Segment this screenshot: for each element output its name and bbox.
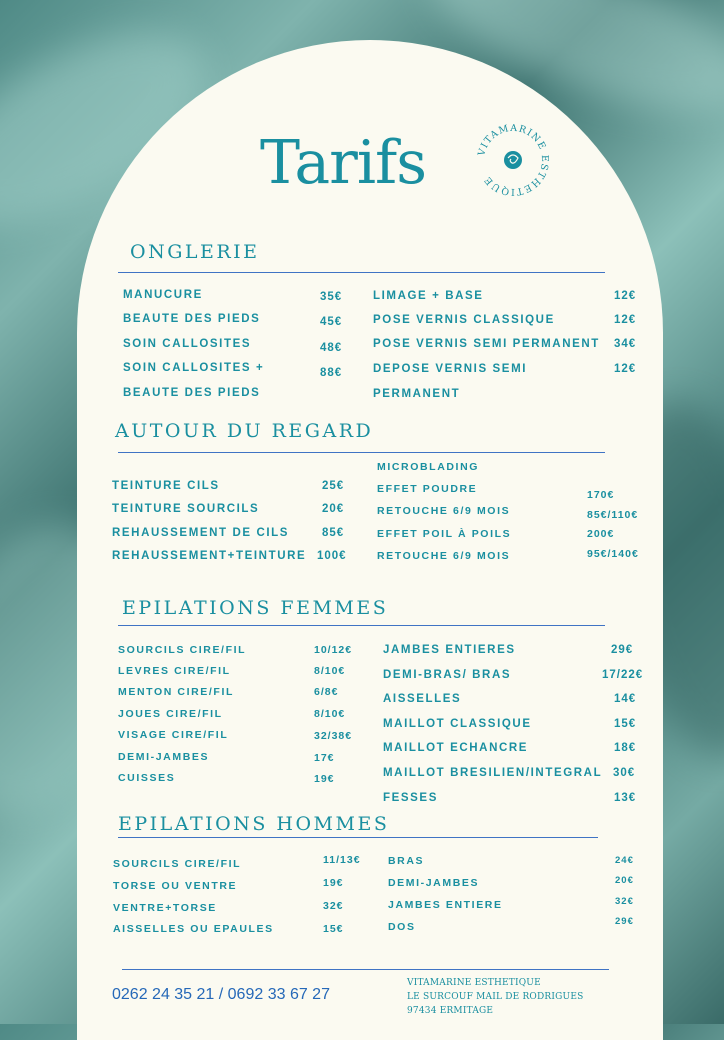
divider bbox=[118, 272, 605, 273]
item-price: 25€ bbox=[322, 480, 345, 492]
item-name: JAMBES ENTIERE bbox=[388, 899, 503, 911]
item-price: 29€ bbox=[615, 916, 634, 927]
item-name: POSE VERNIS SEMI PERMANENT bbox=[373, 338, 600, 350]
item-price: 17/22€ bbox=[602, 669, 644, 681]
item-name: AISSELLES bbox=[383, 693, 462, 705]
item-name: FESSES bbox=[383, 792, 438, 804]
item-name: BRAS bbox=[388, 855, 425, 867]
item-price: 32€ bbox=[323, 900, 344, 912]
item-name: BEAUTE DES PIEDS bbox=[123, 387, 261, 399]
item-name: TORSE OU VENTRE bbox=[113, 880, 238, 892]
address-line-2: LE SURCOUF MAIL DE RODRIGUES bbox=[407, 992, 584, 1002]
item-name: DEMI-BRAS/ BRAS bbox=[383, 669, 512, 681]
section-title-regard: AUTOUR DU REGARD bbox=[115, 420, 374, 442]
item-price: 30€ bbox=[613, 767, 636, 779]
item-price: 88€ bbox=[320, 367, 343, 379]
item-price: 8/10€ bbox=[314, 708, 346, 720]
item-price: 24€ bbox=[615, 855, 634, 866]
section-title-hommes: EPILATIONS HOMMES bbox=[118, 813, 390, 835]
item-price: 35€ bbox=[320, 291, 343, 303]
item-name: POSE VERNIS CLASSIQUE bbox=[373, 314, 555, 326]
item-name: DOS bbox=[388, 921, 416, 933]
phone-number[interactable]: 0262 24 35 21 / 0692 33 67 27 bbox=[112, 986, 330, 1003]
item-name: MAILLOT BRESILIEN/INTEGRAL bbox=[383, 767, 603, 779]
item-price: 19€ bbox=[314, 773, 335, 785]
item-price: 15€ bbox=[323, 923, 344, 935]
item-name: CUISSES bbox=[118, 772, 176, 784]
item-name: VISAGE CIRE/FIL bbox=[118, 729, 229, 741]
item-name: RETOUCHE 6/9 MOIS bbox=[377, 505, 511, 517]
item-price: 48€ bbox=[320, 342, 343, 354]
item-name: AISSELLES OU EPAULES bbox=[113, 923, 274, 935]
section-title-femmes: EPILATIONS FEMMES bbox=[122, 597, 389, 619]
item-price: 18€ bbox=[614, 742, 637, 754]
item-name: MICROBLADING bbox=[377, 461, 480, 473]
address-line-3: 97434 ERMITAGE bbox=[407, 1006, 494, 1016]
item-price: 85€ bbox=[322, 527, 345, 539]
item-price: 8/10€ bbox=[314, 665, 346, 677]
item-name: BEAUTE DES PIEDS bbox=[123, 313, 261, 325]
item-name: SOIN CALLOSITES bbox=[123, 338, 252, 350]
item-name: SOURCILS CIRE/FIL bbox=[118, 644, 247, 656]
item-name: LIMAGE + BASE bbox=[373, 290, 484, 302]
divider bbox=[118, 452, 605, 453]
item-name: JOUES CIRE/FIL bbox=[118, 708, 223, 720]
page-title: Tarifs bbox=[260, 128, 427, 198]
item-price: 17€ bbox=[314, 752, 335, 764]
item-price: 95€/140€ bbox=[587, 548, 639, 560]
item-price: 29€ bbox=[611, 644, 634, 656]
item-name: DEMI-JAMBES bbox=[118, 751, 210, 763]
item-price: 15€ bbox=[614, 718, 637, 730]
item-name: JAMBES ENTIERES bbox=[383, 644, 516, 656]
footer-divider bbox=[122, 969, 609, 970]
item-name: VENTRE+TORSE bbox=[113, 902, 217, 914]
item-name: EFFET POUDRE bbox=[377, 483, 478, 495]
item-name: RETOUCHE 6/9 MOIS bbox=[377, 550, 511, 562]
item-price: 12€ bbox=[614, 314, 637, 326]
item-price: 6/8€ bbox=[314, 686, 339, 698]
divider bbox=[118, 625, 605, 626]
item-price: 13€ bbox=[614, 792, 637, 804]
item-price: 14€ bbox=[614, 693, 637, 705]
item-name: LEVRES CIRE/FIL bbox=[118, 665, 231, 677]
item-name: MANUCURE bbox=[123, 289, 203, 301]
divider bbox=[118, 837, 598, 838]
item-name: MENTON CIRE/FIL bbox=[118, 686, 234, 698]
item-name: MAILLOT ECHANCRE bbox=[383, 742, 529, 754]
item-name: REHAUSSEMENT DE CILS bbox=[112, 527, 290, 539]
item-name: DEMI-JAMBES bbox=[388, 877, 480, 889]
shell-icon bbox=[504, 151, 522, 169]
item-name: SOURCILS CIRE/FIL bbox=[113, 858, 242, 870]
item-name: TEINTURE CILS bbox=[112, 480, 220, 492]
section-title-onglerie: ONGLERIE bbox=[130, 241, 260, 263]
item-price: 19€ bbox=[323, 877, 344, 889]
item-name: SOIN CALLOSITES + bbox=[123, 362, 265, 374]
item-name: TEINTURE SOURCILS bbox=[112, 503, 260, 515]
item-name: MAILLOT CLASSIQUE bbox=[383, 718, 532, 730]
address-line-1: VITAMARINE ESTHETIQUE bbox=[407, 978, 541, 988]
item-price: 11/13€ bbox=[323, 854, 361, 866]
brand-name: VITAMARINE ESTHETIQUE bbox=[476, 122, 551, 198]
item-price: 32€ bbox=[615, 896, 634, 907]
item-name: DEPOSE VERNIS SEMI bbox=[373, 363, 528, 375]
item-name: REHAUSSEMENT+TEINTURE bbox=[112, 550, 307, 562]
item-price: 85€/110€ bbox=[587, 509, 639, 521]
item-price: 20€ bbox=[615, 875, 634, 886]
item-price: 100€ bbox=[317, 550, 347, 562]
item-price: 170€ bbox=[587, 489, 615, 501]
item-name: EFFET POIL À POILS bbox=[377, 528, 512, 540]
item-price: 45€ bbox=[320, 316, 343, 328]
item-price: 12€ bbox=[614, 363, 637, 375]
item-price: 20€ bbox=[322, 503, 345, 515]
item-price: 12€ bbox=[614, 290, 637, 302]
brand-seal bbox=[475, 122, 551, 198]
item-price: 10/12€ bbox=[314, 644, 353, 656]
item-price: 34€ bbox=[614, 338, 637, 350]
item-name: PERMANENT bbox=[373, 388, 461, 400]
item-price: 200€ bbox=[587, 528, 615, 540]
item-price: 32/38€ bbox=[314, 730, 353, 742]
